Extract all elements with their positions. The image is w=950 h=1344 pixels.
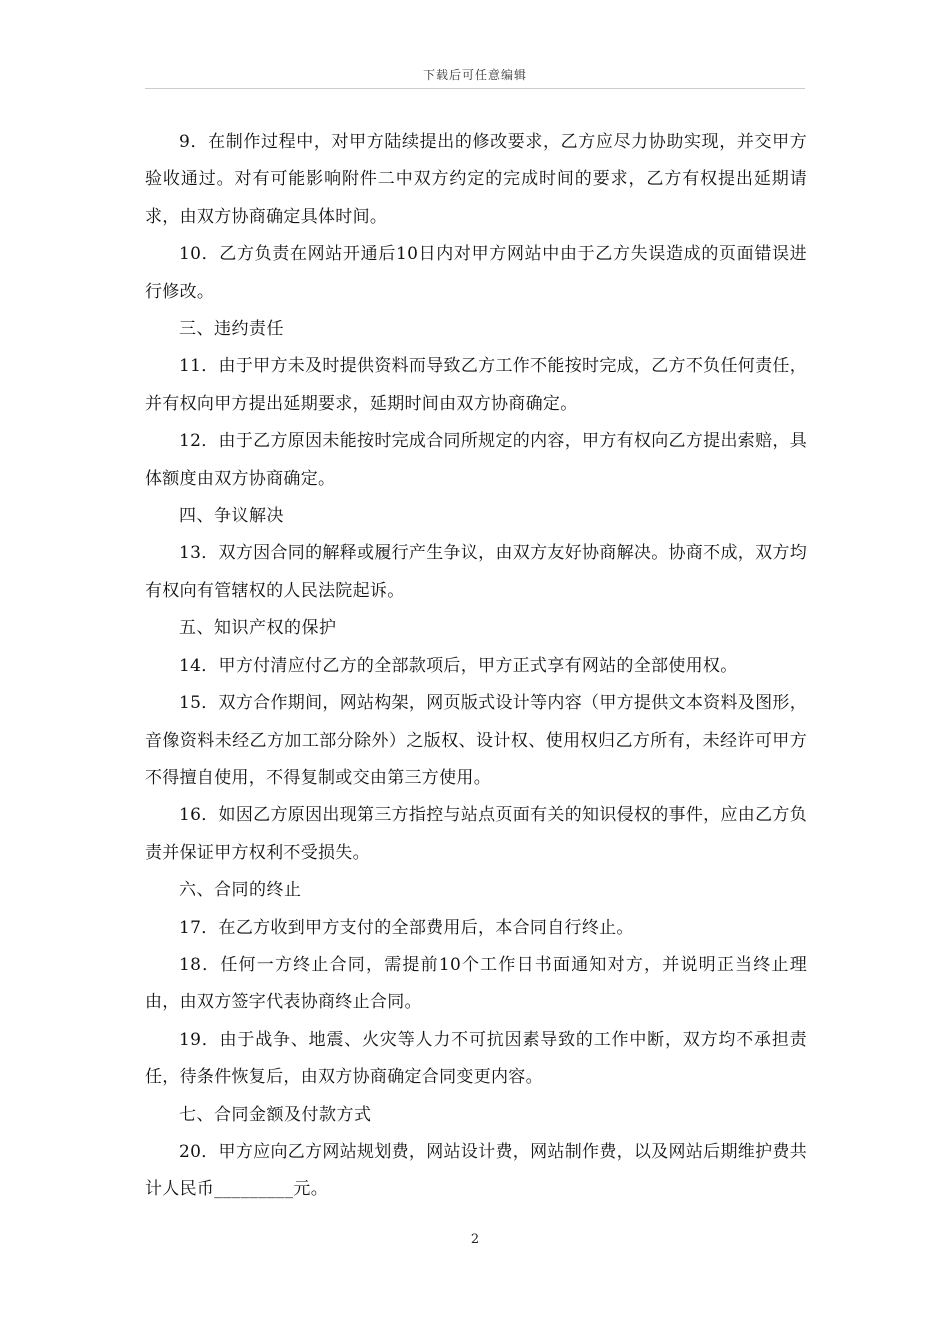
- section-heading-payment: 七、合同金额及付款方式: [179, 1104, 372, 1125]
- clause-10: 10．乙方负责在网站开通后10日内对甲方网站中由于乙方失误造成的页面错误进行修改。: [145, 244, 807, 302]
- clause-16: 16．如因乙方原因出现第三方指控与站点页面有关的知识侵权的事件，应由乙方负责并保证甲方权利不受损失。: [145, 805, 807, 863]
- clause-19: 19．由于战争、地震、火灾等人力不可抗因素导致的工作中断，双方均不承担责任，待条件恢复后，由双方协商确定合同变更内容。: [145, 1029, 807, 1088]
- clause-11: 11．由于甲方未及时提供资料而导致乙方工作不能按时完成，乙方不负任何责任，并有权向甲方提出延期要求，延期时间由双方协商确定。: [145, 356, 807, 414]
- header-divider: [145, 88, 805, 89]
- clause-15: 15．双方合作期间，网站构架，网页版式设计等内容（甲方提供文本资料及图形，音像资料未经乙方加工部分除外）之版权、设计权、使用权归乙方所有，未经许可甲方不得擅自使用，不得复制或交由第三方使用。: [145, 693, 807, 788]
- clause-13: 13．双方因合同的解释或履行产生争议，由双方友好协商解决。协商不成，双方均有权向有管辖权的人民法院起诉。: [145, 543, 807, 601]
- clause-9: 9．在制作过程中，对甲方陆续提出的修改要求，乙方应尽力协助实现，并交甲方验收通过。对有可能影响附件二中双方约定的完成时间的要求，乙方有权提出延期请求，由双方协商确定具体时间。: [145, 132, 807, 227]
- clause-20: 20．甲方应向乙方网站规划费，网站设计费，网站制作费，以及网站后期维护费共计人民币_________元。: [145, 1141, 807, 1200]
- clause-14: 14．甲方付清应付乙方的全部款项后，甲方正式享有网站的全部使用权。: [179, 655, 738, 676]
- section-heading-dispute: 四、争议解决: [179, 506, 284, 527]
- section-heading-breach: 三、违约责任: [179, 319, 284, 340]
- section-heading-termination: 六、合同的终止: [179, 880, 302, 901]
- clause-12: 12．由于乙方原因未能按时完成合同所规定的内容，甲方有权向乙方提出索赔，具体额度由双方协商确定。: [145, 431, 807, 489]
- document-body: [145, 124, 807, 1209]
- page-header: 下载后可任意编辑: [422, 68, 527, 82]
- section-heading-ip: 五、知识产权的保护: [179, 618, 337, 639]
- page-number: 2: [470, 1232, 480, 1247]
- clause-18: 18．任何一方终止合同，需提前10个工作日书面通知对方，并说明正当终止理由，由双方签字代表协商终止合同。: [145, 954, 807, 1013]
- clause-17: 17．在乙方收到甲方支付的全部费用后，本合同自行终止。: [179, 917, 634, 938]
